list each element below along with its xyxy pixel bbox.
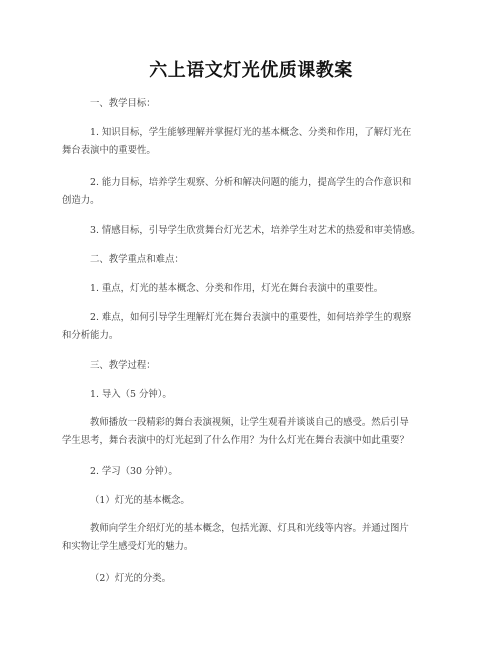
section-heading-text: 三、教学过程： bbox=[90, 360, 156, 371]
paragraph-line: 1. 重点，灯光的基本概念、分类和作用，灯光在舞台表演中的重要性。 bbox=[90, 283, 384, 294]
objective-item-knowledge bbox=[62, 124, 452, 160]
section-heading-process bbox=[62, 357, 452, 375]
paragraph-line: 2. 难点，如何引导学生理解灯光在舞台表演中的重要性，如何培养学生的观察 bbox=[90, 312, 412, 323]
paragraph-line: 教师向学生介绍灯光的基本概念，包括光源、灯具和光线等内容。并通过图片 bbox=[90, 523, 409, 534]
sub-heading: （1）灯光的基本概念。 bbox=[90, 495, 190, 506]
process-step-intro-text bbox=[62, 414, 452, 450]
paragraph-line: 舞台表演中的重要性。 bbox=[62, 145, 156, 156]
paragraph-line: 创造力。 bbox=[62, 195, 100, 206]
section-heading-objectives bbox=[62, 95, 452, 113]
paragraph-line: 和分析能力。 bbox=[62, 330, 119, 341]
sub-heading: （2）灯光的分类。 bbox=[90, 573, 171, 584]
paragraph-line: 学生思考，舞台表演中的灯光起到了什么作用？为什么灯光在舞台表演中如此重要？ bbox=[62, 435, 409, 446]
section-heading-text: 一、教学目标： bbox=[90, 98, 156, 109]
paragraph-line: 教师播放一段精彩的舞台表演视频，让学生观看并谈谈自己的感受。然后引导 bbox=[90, 417, 409, 428]
objective-item-emotion bbox=[62, 222, 452, 240]
difficulty-item bbox=[62, 309, 452, 345]
process-step-learning bbox=[62, 463, 452, 481]
section-heading-text: 二、教学重点和难点： bbox=[90, 254, 184, 265]
section-heading-key-points bbox=[62, 251, 452, 269]
paragraph-line: 3. 情感目标，引导学生欣赏舞台灯光艺术，培养学生对艺术的热爱和审美情感。 bbox=[90, 225, 421, 236]
paragraph-line: 和实物让学生感受灯光的魅力。 bbox=[62, 541, 194, 552]
learning-subheading-classification bbox=[62, 570, 452, 588]
learning-concept-text bbox=[62, 520, 452, 556]
key-point-item bbox=[62, 280, 452, 298]
learning-subheading-concept bbox=[62, 492, 452, 510]
paragraph-line: 1. 知识目标，学生能够理解并掌握灯光的基本概念、分类和作用，了解灯光在 bbox=[90, 127, 412, 138]
step-heading: 1. 导入（5 分钟）。 bbox=[90, 389, 172, 400]
paragraph-line: 2. 能力目标，培养学生观察、分析和解决问题的能力，提高学生的合作意识和 bbox=[90, 177, 412, 188]
document-title: 六上语文灯光优质课教案 bbox=[149, 60, 353, 81]
process-step-intro bbox=[62, 386, 452, 404]
step-heading: 2. 学习（30 分钟）。 bbox=[90, 466, 178, 477]
objective-item-ability bbox=[62, 174, 452, 210]
